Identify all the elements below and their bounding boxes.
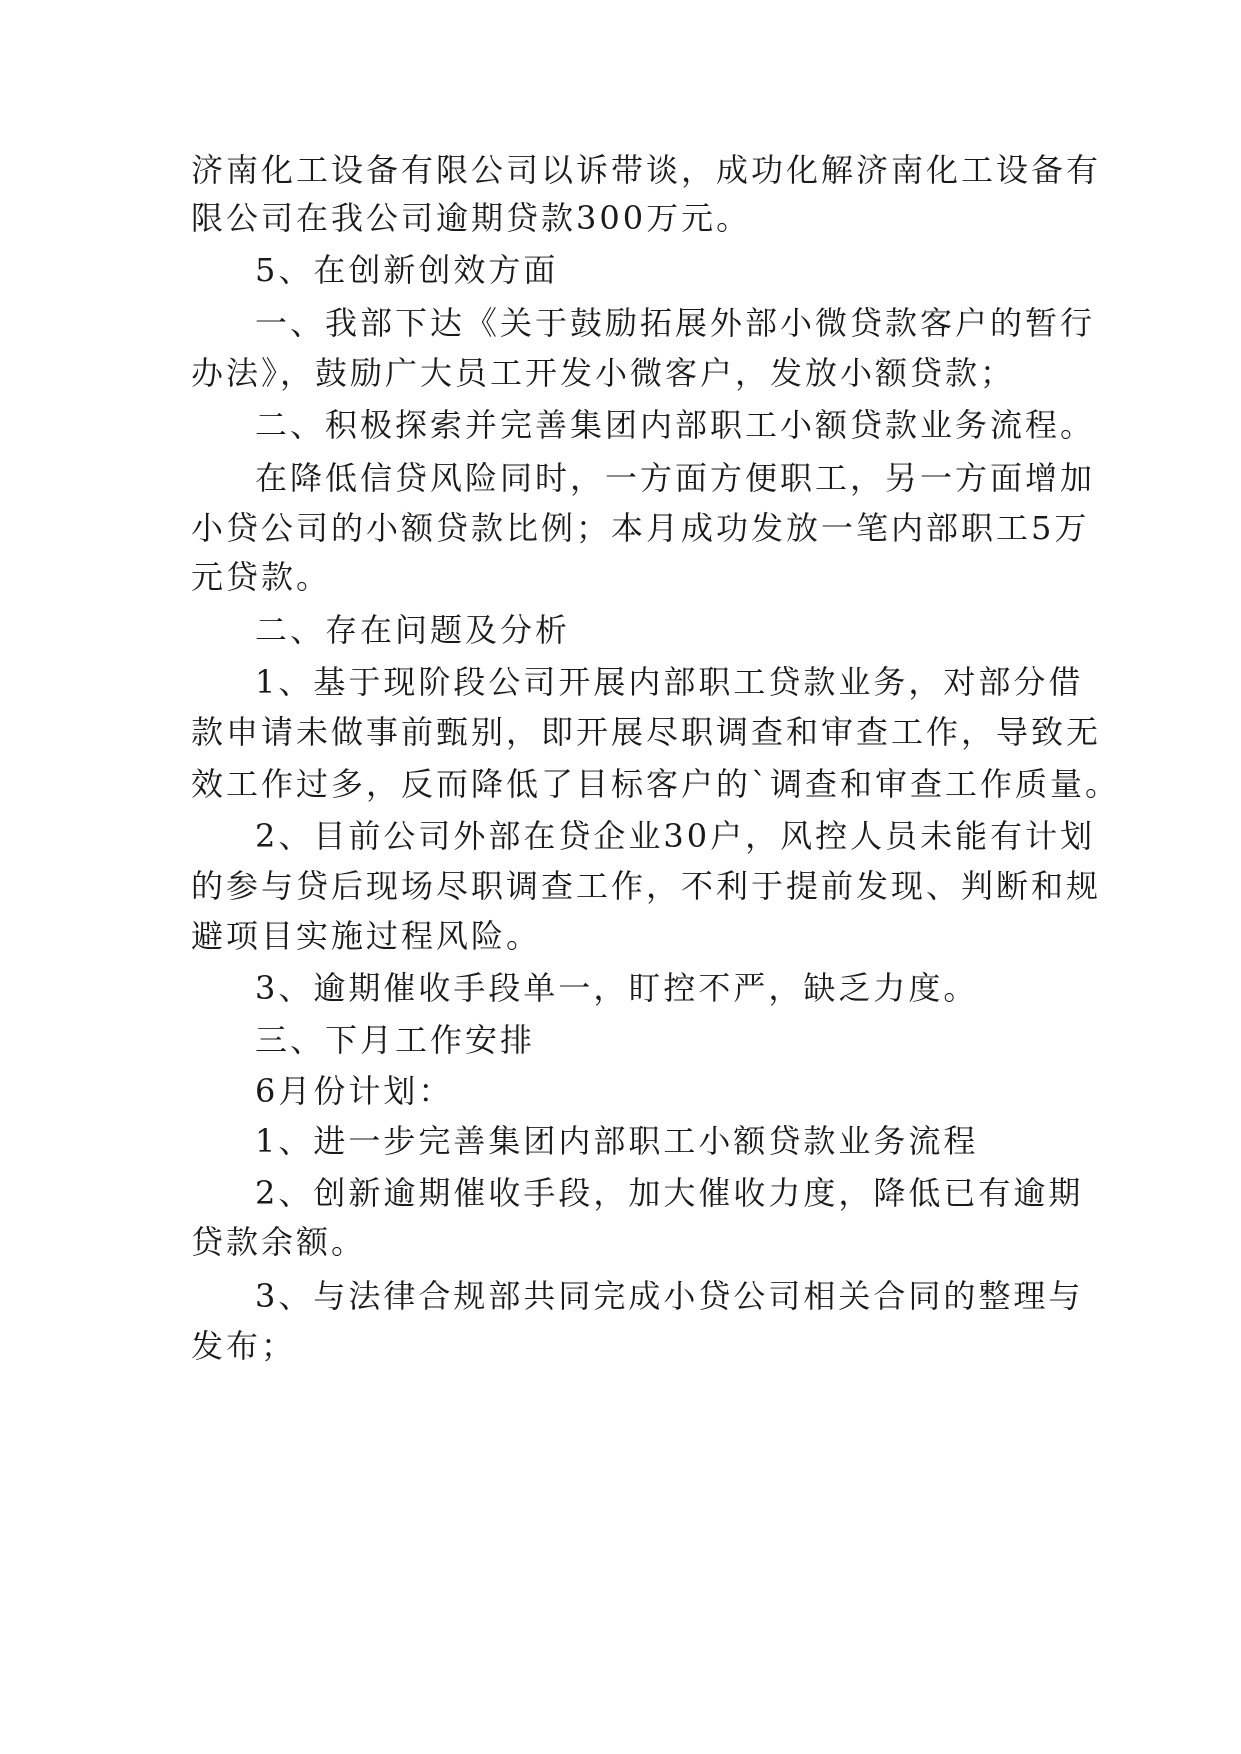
text-line: 6月份计划：	[255, 1072, 454, 1110]
text-line: 一、我部下达《关于鼓励拓展外部小微贷款客户的暂行	[255, 304, 1096, 342]
section-heading: 二、存在问题及分析	[255, 611, 571, 649]
section-heading: 5、在创新创效方面	[255, 251, 559, 289]
text-line: 2、创新逾期催收手段，加大催收力度，降低已有逾期	[255, 1174, 1084, 1212]
text-line: 2、目前公司外部在贷企业30户，风控人员未能有计划	[255, 817, 1096, 855]
text-line: 元贷款。	[191, 558, 332, 596]
text-line: 1、进一步完善集团内部职工小额贷款业务流程	[255, 1122, 979, 1160]
text-line: 效工作过多，反而降低了目标客户的`调查和审查工作质量。	[191, 765, 1121, 803]
text-line: 的参与贷后现场尽职调查工作，不利于提前发现、判断和规	[191, 867, 1102, 905]
text-line: 1、基于现阶段公司开展内部职工贷款业务，对部分借	[255, 663, 1084, 701]
text-line: 发布；	[191, 1327, 297, 1365]
text-line: 小贷公司的小额贷款比例；本月成功发放一笔内部职工5万	[191, 509, 1090, 547]
text-line: 办法》，鼓励广大员工开发小微客户，发放小额贷款；	[191, 354, 1016, 392]
text-line: 款申请未做事前甄别，即开展尽职调查和审查工作，导致无	[191, 713, 1102, 751]
text-line: 3、逾期催收手段单一，盯控不严，缺乏力度。	[255, 969, 979, 1007]
text-line: 济南化工设备有限公司以诉带谈，成功化解济南化工设备有	[191, 151, 1102, 189]
text-line: 避项目实施过程风险。	[191, 917, 542, 955]
text-line: 在降低信贷风险同时，一方面方便职工，另一方面增加	[255, 459, 1096, 497]
section-heading: 三、下月工作安排	[255, 1021, 536, 1059]
text-line: 二、积极探索并完善集团内部职工小额贷款业务流程。	[255, 406, 1096, 444]
text-line: 限公司在我公司逾期贷款300万元。	[191, 199, 752, 237]
text-line: 贷款余额。	[191, 1223, 367, 1261]
text-line: 3、与法律合规部共同完成小贷公司相关合同的整理与	[255, 1277, 1084, 1315]
